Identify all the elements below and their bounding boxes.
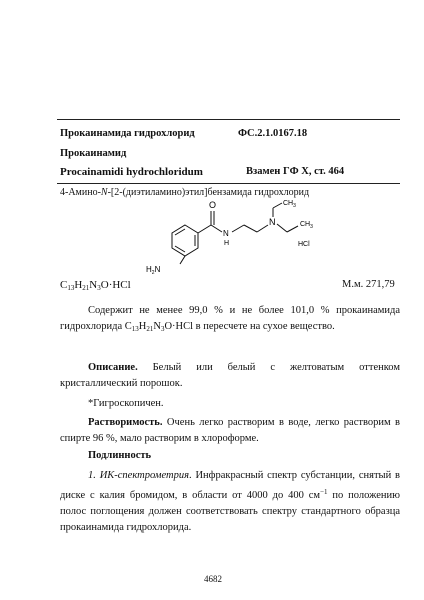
replaces-note: Взамен ГФ X, ст. 464 xyxy=(246,166,345,177)
monograph-number: ФС.2.1.0167.18 xyxy=(238,128,308,139)
identity-heading: Подлинность xyxy=(88,450,152,461)
hcl-label: HCl xyxy=(298,241,310,248)
latin-name: Procainamidi hydrochloridum xyxy=(60,166,203,178)
molecular-mass: М.м. 271,79 xyxy=(342,279,395,290)
content-paragraph: Содержит не менее 99,0 % и не более 101,0 % прокаинамида гидрохлорида $C_{13}H_{21}N_3O\cdot HCl$ в пересчете на сухое вещество. xyxy=(60,305,400,333)
monograph-short-name: Прокаинамид xyxy=(60,148,127,159)
monograph-title: Прокаинамида гидрохлорид xyxy=(60,128,195,139)
structural-formula xyxy=(140,196,340,276)
top-rule xyxy=(57,119,400,120)
hygroscopic-note: *Гигроскопичен. xyxy=(88,398,164,409)
chemical-name: 4-Амино-N-[2-(диэтиламино)этил]бензамида гидрохлорид xyxy=(60,187,310,198)
molecular-formula: $C_{13}H_{21}N_3O\cdot HCl$ xyxy=(60,279,131,292)
mid-rule xyxy=(57,183,400,184)
description-paragraph: Описание. Белый или белый с желтоватым оттенком кристаллический порошок. xyxy=(60,362,400,389)
amide-h-label: H xyxy=(224,240,230,247)
amine-n-label: N xyxy=(269,217,276,227)
oxygen-label: O xyxy=(209,200,217,210)
amino-label: $H_2N$ xyxy=(146,265,161,276)
solubility-paragraph: Растворимость. Очень легко растворим в воде, легко растворим в спирте 96 %, мало растворим в хлороформе. xyxy=(60,417,400,444)
methyl-top-label: $CH_3$ xyxy=(283,200,296,209)
amide-n-label: N xyxy=(223,229,229,238)
benzene-ring xyxy=(172,225,198,256)
page-number: 4682 xyxy=(204,574,222,584)
identity-ir-paragraph: 1. ИК-спектрометрия. Инфракрасный спектр субстанции, снятый в диске с калия бромидом, в области от 4000 до 400 $см^{-1}$ по положению полос поглощения должен соответствовать спектру стандартного образца прокаинамида гидрохлорида. xyxy=(60,470,401,533)
methyl-right-label: $CH_3$ xyxy=(300,221,313,230)
